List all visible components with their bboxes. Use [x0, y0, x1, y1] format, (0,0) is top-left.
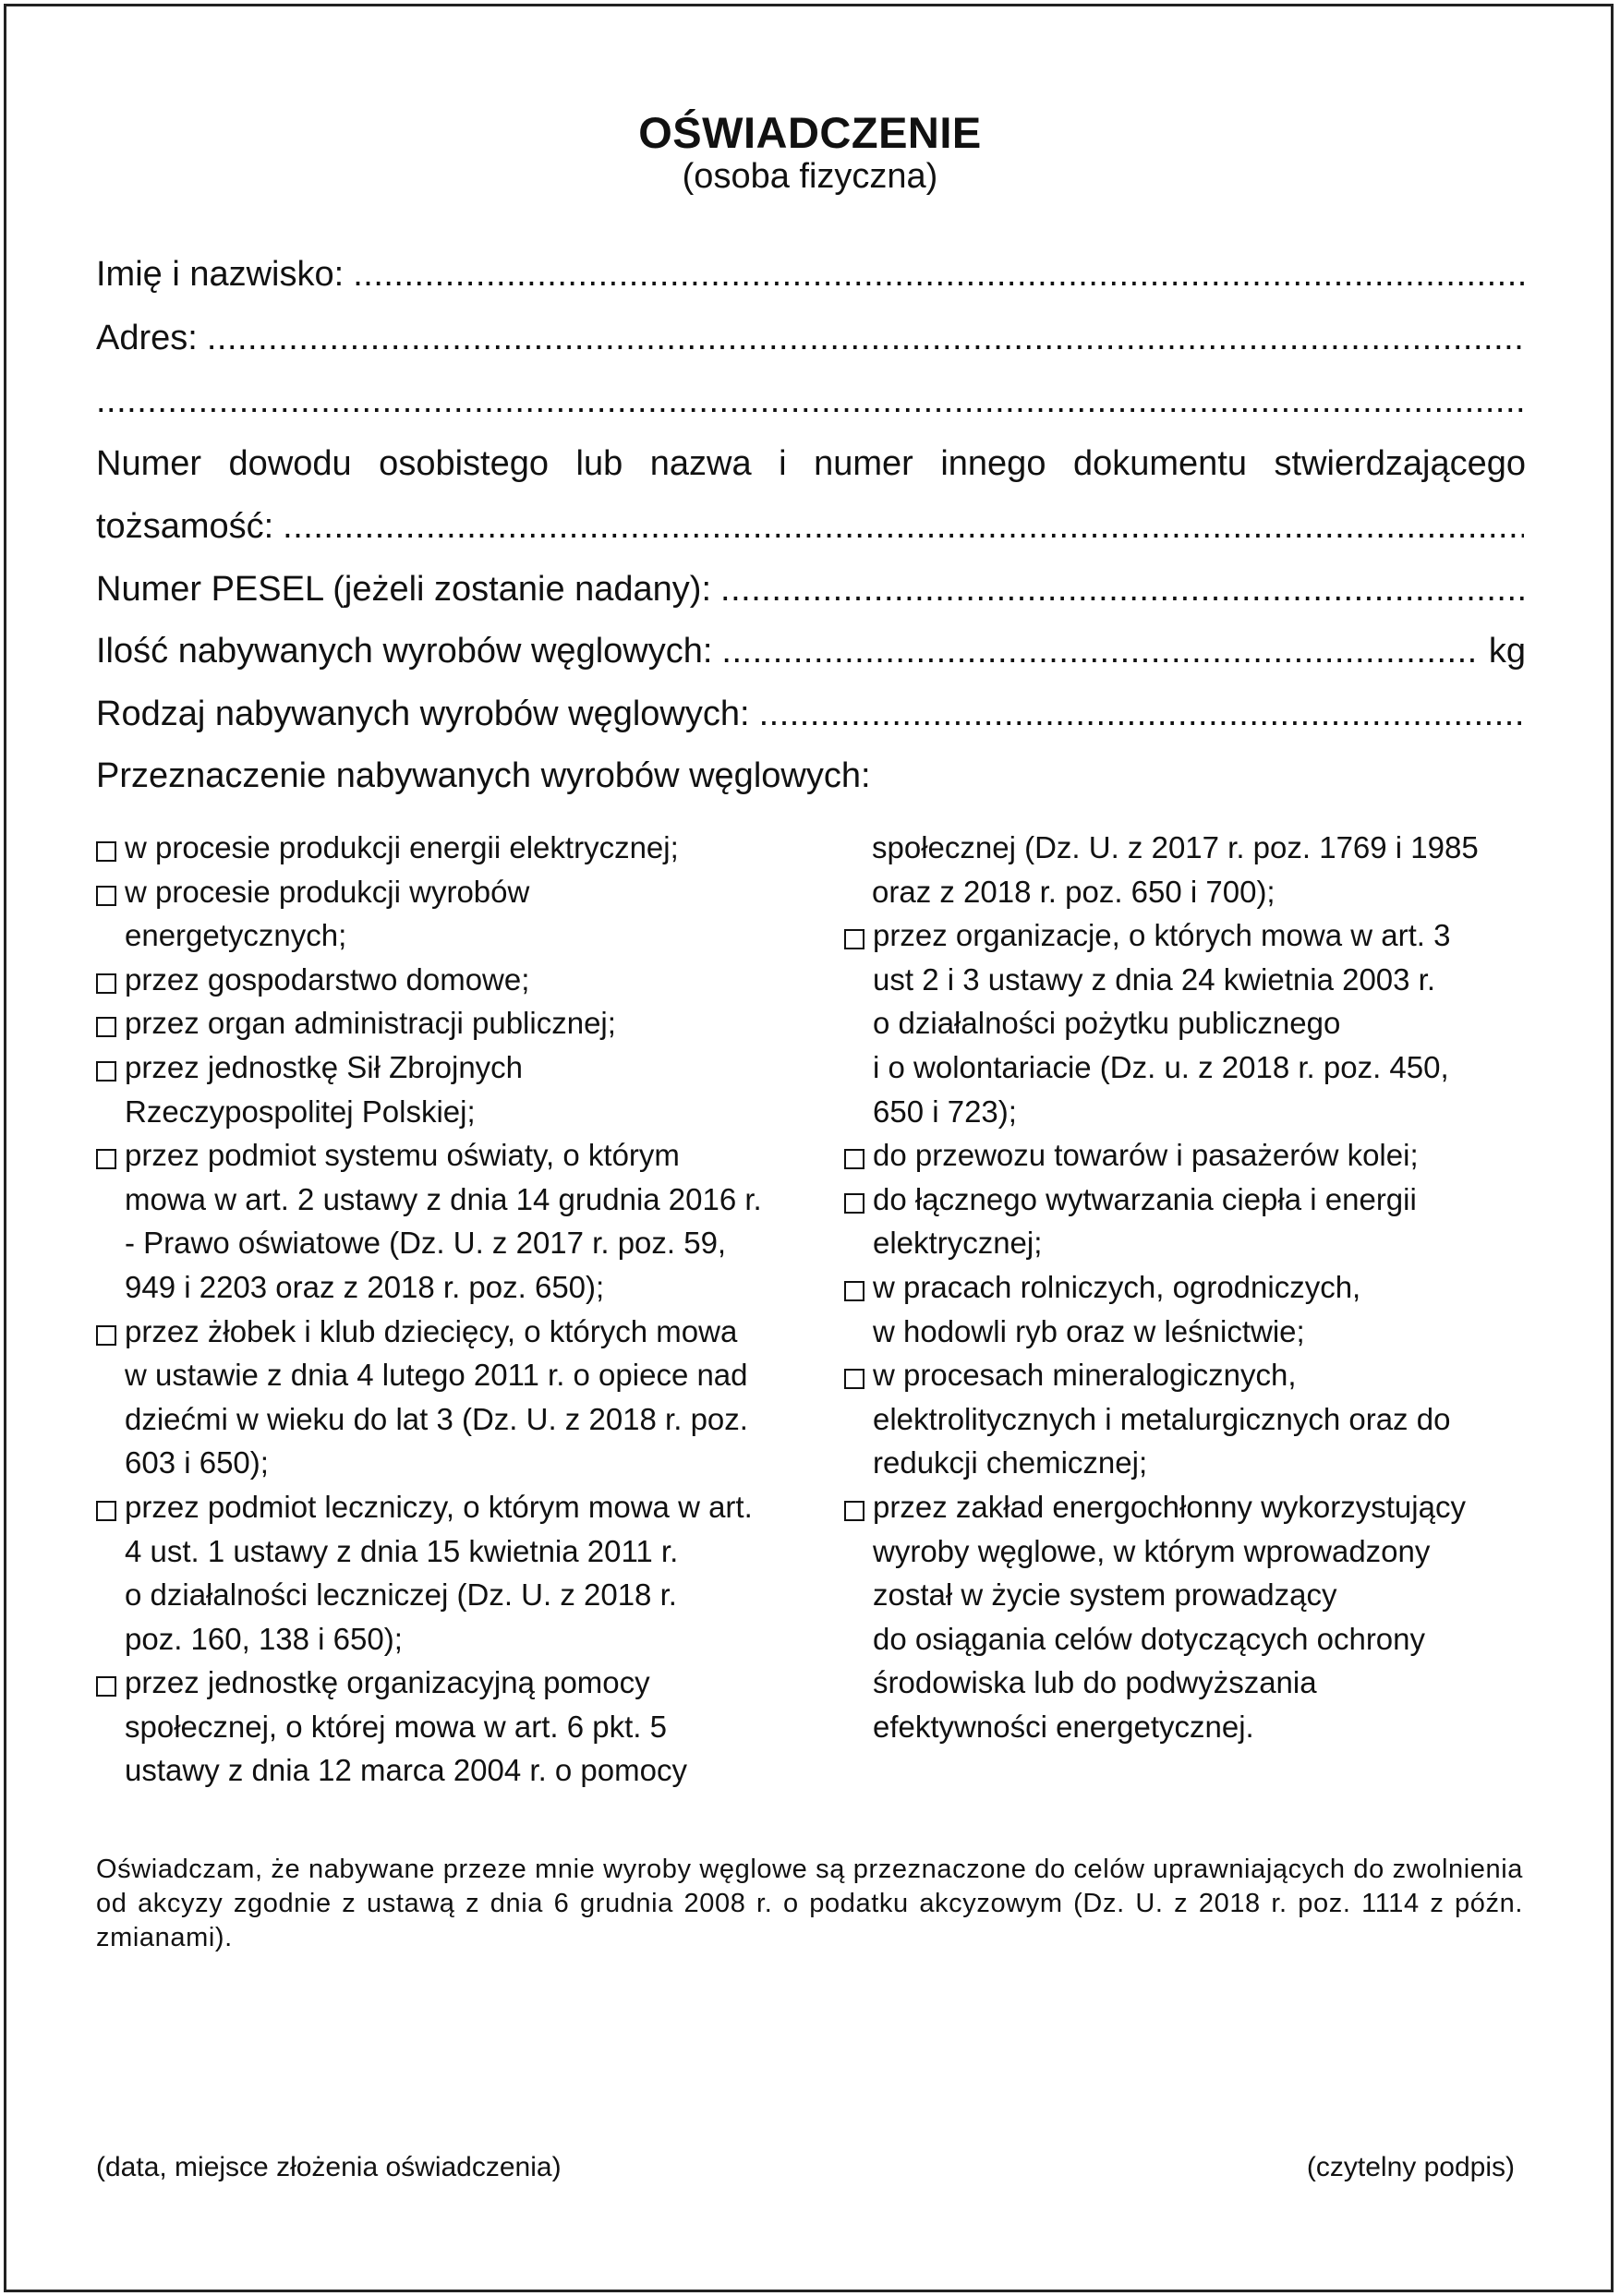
- checkbox[interactable]: [844, 1281, 864, 1301]
- purpose-option-text: przez jednostkę organizacyjną pomocy społecznej, o której mowa w art. 6 pkt. 5 ustawy z dnia 12 marca 2004 r. o pomocy: [125, 1665, 687, 1788]
- purpose-options-left: [94, 826, 833, 1793]
- id-document-label: Numer dowodu osobistego lub nazwa i numer innego dokumentu stwierdzającego: [96, 444, 1526, 483]
- checkbox[interactable]: [844, 1149, 864, 1169]
- purpose-option-text: w procesach mineralogicznych, elektrolitycznych i metalurgicznych oraz do redukcji chemicznej;: [873, 1358, 1451, 1480]
- pesel-fill-line[interactable]: [720, 570, 1524, 610]
- checkbox[interactable]: [96, 1061, 116, 1082]
- purpose-option[interactable]: [94, 826, 833, 870]
- purpose-option-text: przez zakład energochłonny wykorzystujący wyroby węglowe, w którym wprowadzony został w życie system prowadzący do osiągania celów dotyczących ochrony środowiska lub do podwyższania efektywności energetycznej.: [873, 1489, 1466, 1744]
- purpose-option[interactable]: [842, 1265, 1544, 1353]
- type-field[interactable]: [96, 695, 1526, 734]
- type-label: Rodzaj nabywanych wyrobów węglowych:: [96, 695, 750, 733]
- purpose-option[interactable]: [94, 958, 833, 1002]
- quantity-fill-line[interactable]: [721, 632, 1477, 671]
- purpose-option[interactable]: [94, 1310, 833, 1485]
- name-field[interactable]: [96, 255, 1526, 295]
- purpose-option-text: przez organ administracji publicznej;: [125, 1006, 616, 1041]
- purpose-option-text: w procesie produkcji wyrobów energetycznych;: [125, 874, 530, 953]
- purpose-option[interactable]: [94, 870, 833, 958]
- checkbox[interactable]: [96, 1017, 116, 1037]
- checkbox[interactable]: [96, 1676, 116, 1697]
- quantity-unit: kg: [1488, 632, 1526, 671]
- purpose-option-text: przez żłobek i klub dziecięcy, o których mowa w ustawie z dnia 4 lutego 2011 r. o opiece nad dziećmi w wieku do lat 3 (Dz. U. z 2018 r. poz. 603 i 650);: [125, 1313, 748, 1480]
- document-subtitle: (osoba fizyczna): [682, 157, 938, 196]
- purpose-option-text: w pracach rolniczych, ogrodniczych, w hodowli ryb oraz w leśnictwie;: [873, 1269, 1361, 1348]
- checkbox[interactable]: [96, 1325, 116, 1346]
- pesel-field[interactable]: [96, 570, 1526, 610]
- purpose-option-text: przez podmiot leczniczy, o którym mowa w art. 4 ust. 1 ustawy z dnia 15 kwietnia 2011 r. o działalności leczniczej (Dz. U. z 2018 r. poz. 160, 138 i 650);: [125, 1489, 753, 1656]
- checkbox[interactable]: [96, 886, 116, 906]
- name-label: Imię i nazwisko:: [96, 255, 345, 294]
- purpose-option[interactable]: [94, 1001, 833, 1045]
- purpose-option-text: w procesie produkcji energii elektrycznej;: [125, 830, 679, 864]
- purpose-option-text: do przewozu towarów i pasażerów kolei;: [873, 1138, 1419, 1173]
- purpose-option-text: przez jednostkę Sił Zbrojnych Rzeczypospolitej Polskiej;: [125, 1049, 524, 1129]
- purpose-options-right: [842, 826, 1544, 1748]
- purpose-option[interactable]: [842, 913, 1544, 1133]
- purpose-option[interactable]: [94, 1045, 833, 1133]
- date-place-label: (data, miejsce złożenia oświadczenia): [96, 2152, 562, 2182]
- address-fill-line-2[interactable]: [96, 381, 1524, 421]
- pesel-label: Numer PESEL (jeżeli zostanie nadany):: [96, 570, 712, 609]
- id-document-field[interactable]: [96, 507, 1526, 547]
- purpose-option-continuation: społecznej (Dz. U. z 2017 r. poz. 1769 i 1985 oraz z 2018 r. poz. 650 i 700);: [872, 830, 1479, 909]
- address-field-line2[interactable]: [96, 381, 1526, 421]
- quantity-label: Ilość nabywanych wyrobów węglowych:: [96, 632, 713, 671]
- purpose-option[interactable]: [842, 1485, 1544, 1749]
- address-field[interactable]: [96, 319, 1526, 358]
- declaration-text: Oświadczam, że nabywane przeze mnie wyroby węglowe są przeznaczone do celów uprawniających do zwolnienia od akcyzy zgodnie z ustawą z dnia 6 grudnia 2008 r. o podatku akcyzowym (Dz. U. z 2018 r. poz. 1114 z późn. zmianami).: [96, 1855, 1523, 1952]
- purpose-option[interactable]: [842, 1178, 1544, 1265]
- purpose-option[interactable]: [842, 1133, 1544, 1178]
- id-document-fill-line[interactable]: [283, 507, 1524, 547]
- id-document-label-2: tożsamość:: [96, 507, 274, 546]
- purpose-option[interactable]: [94, 1133, 833, 1309]
- purpose-option-text: przez podmiot systemu oświaty, o którym mowa w art. 2 ustawy z dnia 14 grudnia 2016 r. - Prawo oświatowe (Dz. U. z 2017 r. poz. 59, 949 i 2203 oraz z 2018 r. poz. 650);: [125, 1138, 762, 1304]
- checkbox[interactable]: [96, 841, 116, 862]
- purpose-option[interactable]: [842, 1353, 1544, 1485]
- type-fill-line[interactable]: [759, 695, 1524, 734]
- purpose-option-text: przez organizacje, o których mowa w art. 3 ust 2 i 3 ustawy z dnia 24 kwietnia 2003 r. o działalności pożytku publicznego i o wolontariacie (Dz. u. z 2018 r. poz. 450, 650 i 723);: [873, 918, 1451, 1129]
- purpose-option[interactable]: [94, 1485, 833, 1661]
- checkbox[interactable]: [96, 1149, 116, 1169]
- purpose-option-text: do łącznego wytwarzania ciepła i energii elektrycznej;: [873, 1181, 1417, 1261]
- checkbox[interactable]: [844, 1501, 864, 1521]
- checkbox[interactable]: [96, 1501, 116, 1521]
- signature-label: (czytelny podpis): [1306, 2152, 1515, 2182]
- address-label: Adres:: [96, 319, 198, 357]
- checkbox[interactable]: [844, 929, 864, 949]
- checkbox[interactable]: [96, 973, 116, 994]
- purpose-option[interactable]: [94, 1661, 833, 1793]
- document-title: OŚWIADCZENIE: [638, 108, 982, 157]
- name-fill-line[interactable]: [353, 255, 1524, 295]
- address-fill-line[interactable]: [207, 319, 1524, 358]
- purpose-option-text: przez gospodarstwo domowe;: [125, 961, 530, 997]
- checkbox[interactable]: [844, 1193, 864, 1214]
- checkbox[interactable]: [844, 1369, 864, 1389]
- quantity-field[interactable]: [96, 632, 1526, 671]
- purpose-title: Przeznaczenie nabywanych wyrobów węglowych:: [96, 756, 871, 795]
